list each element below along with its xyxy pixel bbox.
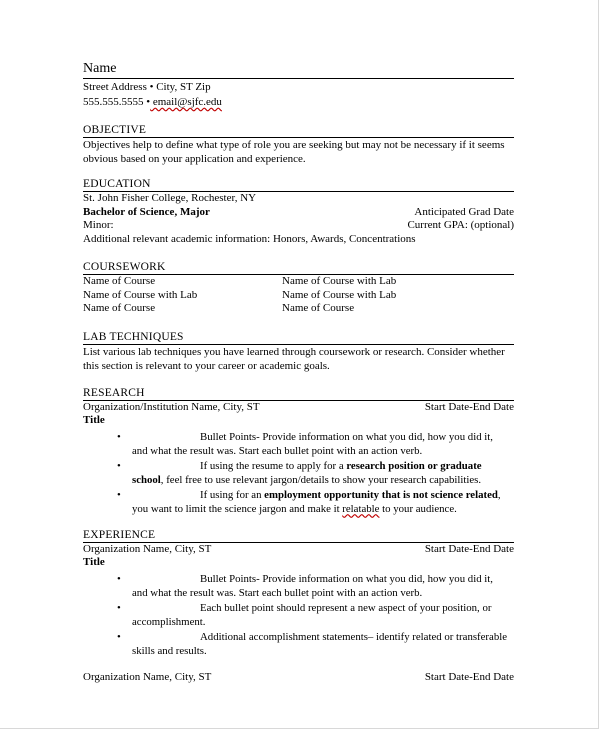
research-heading: RESEARCH	[83, 386, 514, 401]
list-item	[83, 459, 514, 487]
spellcheck-word: relatable	[342, 502, 380, 515]
bullet-text-cont: you want to limit the science jargon and make it	[132, 502, 343, 515]
experience-bullets	[83, 572, 514, 658]
objective-heading: OBJECTIVE	[83, 123, 514, 138]
research-org: Organization/Institution Name, City, ST	[83, 400, 260, 413]
bullet-icon: •	[117, 630, 121, 643]
bullet-text: If using for an	[200, 488, 265, 501]
gpa: Current GPA: (optional)	[407, 219, 514, 231]
resume-name: Name	[83, 60, 514, 79]
bullet-text: If using the resume to apply for a	[200, 459, 347, 472]
list-item	[83, 488, 514, 516]
bullet-text: Additional accomplishment statements– identify related or transferable	[200, 630, 508, 643]
experience-dates: Start Date-End Date	[424, 542, 514, 555]
education-minor-row	[83, 219, 514, 233]
bullet-text: Each bullet point should represent a new aspect of your position, or	[200, 601, 492, 614]
lab-text: List various lab techniques you have learned through coursework or research. Consider whether this section is relevant to your career or academic goals.	[83, 345, 505, 372]
bullet-icon: •	[117, 459, 121, 472]
bullet-text-cont: accomplishment.	[132, 615, 206, 628]
education-school	[83, 192, 514, 206]
research-bullets	[83, 430, 514, 516]
experience-section	[83, 528, 514, 685]
education-degree-row	[83, 206, 514, 220]
bullet-bold-text: school	[132, 473, 161, 486]
contact-email[interactable]: email@sjfc.edu	[150, 96, 222, 108]
minor: Minor:	[83, 219, 114, 231]
resume-document	[83, 60, 514, 684]
research-section	[83, 386, 514, 516]
course-item: Name of Course	[282, 302, 355, 314]
education-section	[83, 177, 514, 246]
bullet-text-cont: and what the result was. Start each bullet point with an action verb.	[132, 444, 423, 457]
experience-title	[83, 556, 514, 570]
bullet-icon: •	[117, 488, 121, 501]
course-item: Name of Course	[83, 275, 156, 287]
objective-text: Objectives help to define what type of role you are seeking but may not be necessary if it seems obvious based on your application and experience.	[83, 139, 505, 165]
experience-org-2: Organization Name, City, ST	[83, 670, 212, 683]
course-item: Name of Course	[83, 302, 156, 314]
grad-date: Anticipated Grad Date	[414, 205, 514, 218]
education-heading: EDUCATION	[83, 177, 514, 192]
experience-org-row	[83, 543, 514, 557]
lab-section	[83, 330, 514, 373]
bullet-text: Bullet Points- Provide information on what you did, how you did it,	[200, 430, 494, 443]
bullet-text: Bullet Points- Provide information on what you did, how you did it,	[200, 572, 494, 585]
list-item	[83, 601, 514, 629]
research-org-row	[83, 401, 514, 415]
bullet-text-cont: and what the result was. Start each bullet point with an action verb.	[132, 586, 423, 599]
bullet-icon: •	[117, 601, 121, 614]
bullet-text: ,	[497, 488, 501, 501]
coursework-heading: COURSEWORK	[83, 260, 514, 275]
bullet-bold-text: employment opportunity that is not science related	[264, 488, 498, 501]
bullet-text-cont: skills and results.	[132, 644, 207, 657]
list-item	[83, 572, 514, 600]
research-title-text: Title	[83, 414, 105, 426]
research-dates: Start Date-End Date	[424, 400, 514, 413]
experience-title-text: Title	[83, 556, 105, 568]
objective-section	[83, 123, 514, 166]
lab-heading: LAB TECHNIQUES	[83, 330, 514, 345]
list-item	[83, 630, 514, 658]
experience-dates-2: Start Date-End Date	[424, 670, 514, 683]
coursework-row	[83, 289, 514, 303]
school-name: St. John Fisher College, Rochester, NY	[83, 192, 257, 204]
contact-phone: 555.555.5555 •	[83, 96, 151, 108]
bullet-text-cont: , feel free to use relevant jargon/details to show your research capabilities.	[160, 473, 482, 486]
research-title	[83, 414, 514, 428]
coursework-row	[83, 302, 514, 316]
education-additional	[83, 233, 514, 247]
experience-org-row-2	[83, 671, 514, 685]
course-item: Name of Course with Lab	[83, 288, 198, 301]
experience-heading: EXPERIENCE	[83, 528, 514, 543]
bullet-icon: •	[117, 430, 121, 443]
experience-org: Organization Name, City, ST	[83, 542, 212, 555]
bullet-text-cont: to your audience.	[379, 502, 457, 515]
coursework-row	[83, 275, 514, 289]
coursework-section	[83, 260, 514, 316]
degree: Bachelor of Science, Major	[83, 205, 210, 218]
bullet-icon: •	[117, 572, 121, 585]
course-item: Name of Course with Lab	[282, 288, 397, 301]
bullet-bold-text: research position or graduate	[346, 459, 482, 472]
course-item: Name of Course with Lab	[282, 275, 397, 287]
contact-line	[83, 96, 514, 109]
contact-address: Street Address • City, ST Zip	[83, 81, 211, 93]
additional-info: Additional relevant academic information: Honors, Awards, Concentrations	[83, 232, 416, 245]
list-item	[83, 430, 514, 458]
